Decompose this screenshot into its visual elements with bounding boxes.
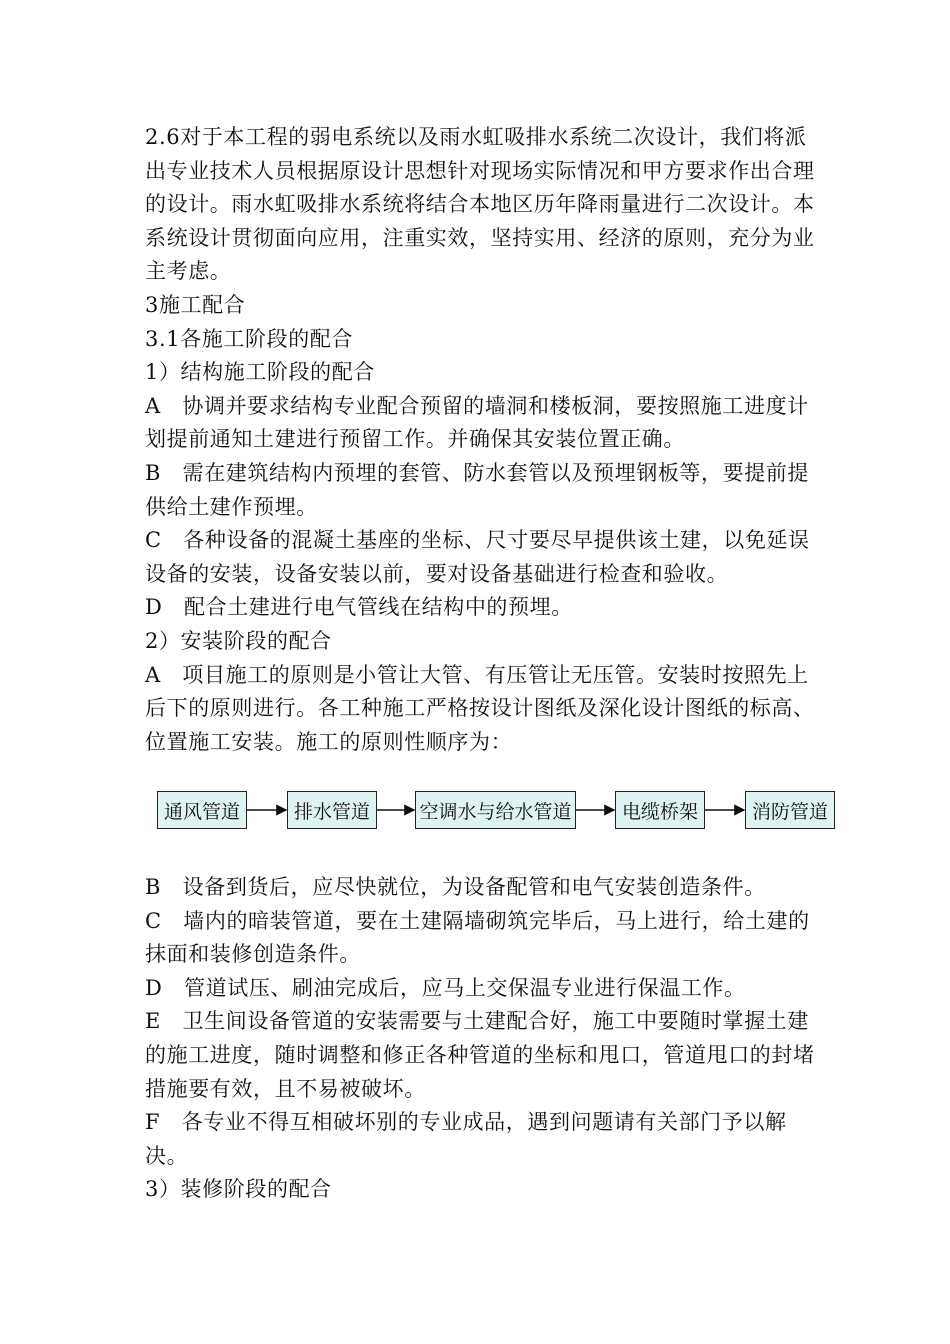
paragraph-item-a-structure: A 协调并要求结构专业配合预留的墙洞和楼板洞，要按照施工进度计划提前通知土建进行预留工作。并确保其安装位置正确。 bbox=[145, 393, 809, 452]
heading-decoration-phase: 3）装修阶段的配合 bbox=[145, 1177, 332, 1202]
paragraph-item-c-structure: C 各种设备的混凝土基座的坐标、尺寸要尽早提供该土建，以免延误设备的安装，设备安装以前，要对设备基础进行检查和验收。 bbox=[145, 528, 810, 586]
paragraph-item-f-installation: F 各专业不得互相破坏别的专业成品，遇到问题请有关部门予以解决。 bbox=[145, 1110, 787, 1168]
paragraph-item-d-installation: D 管道试压、刷油完成后，应马上交保温专业进行保温工作。 bbox=[145, 975, 746, 1000]
paragraph-2-6: 2.6对于本工程的弱电系统以及雨水虹吸排水系统二次设计，我们将派出专业技术人员根据原设计思想针对现场实际情况和甲方要求作出合理的设计。雨水虹吸排水系统将结合本地区历年降雨量进行二次设计。本系统设计贯彻面向应用，注重实效，坚持实用、经济的原则，充分为业主考虑。 bbox=[145, 125, 815, 284]
flow-step-drainage-pipe: 排水管道 bbox=[287, 791, 377, 829]
paragraph-item-c-installation: C 墙内的暗装管道，要在土建隔墙砌筑完毕后，马上进行，给土建的抹面和装修创造条件。 bbox=[145, 908, 810, 967]
text-block-bottom bbox=[145, 871, 825, 1207]
paragraph-item-b-structure: B 需在建筑结构内预埋的套管、防水套管以及预埋钢板等，要提前提供给土建作预埋。 bbox=[145, 460, 810, 519]
paragraph-item-a-installation: A 项目施工的原则是小管让大管、有压管让无压管。安装时按照先上后下的原则进行。各工种施工严格按设计图纸及深化设计图纸的标高、位置施工安装。施工的原则性顺序为： bbox=[145, 662, 815, 754]
flow-step-cable-tray: 电缆桥架 bbox=[615, 791, 705, 829]
paragraph-item-d-structure: D 配合土建进行电气管线在结构中的预埋。 bbox=[145, 595, 573, 620]
construction-sequence-flowchart bbox=[157, 791, 837, 833]
paragraph-item-b-installation: B 设备到货后，应尽快就位，为设备配管和电气安装创造条件。 bbox=[145, 875, 766, 899]
heading-section-3: 3施工配合 bbox=[145, 292, 246, 317]
heading-installation-phase: 2）安装阶段的配合 bbox=[145, 628, 332, 653]
heading-section-3-1: 3.1各施工阶段的配合 bbox=[145, 326, 353, 351]
heading-structure-phase: 1）结构施工阶段的配合 bbox=[145, 360, 375, 385]
flow-step-hvac-water-supply: 空调水与给水管道 bbox=[415, 791, 576, 829]
paragraph-item-e-installation: E 卫生间设备管道的安装需要与土建配合好，施工中要随时掌握土建的施工进度，随时调整和修正各种管道的坐标和甩口，管道甩口的封堵措施要有效，且不易被破坏。 bbox=[145, 1009, 815, 1101]
text-block-top bbox=[145, 121, 825, 759]
flow-step-fire-pipe: 消防管道 bbox=[745, 791, 835, 829]
flow-step-ventilation-duct: 通风管道 bbox=[157, 791, 247, 829]
